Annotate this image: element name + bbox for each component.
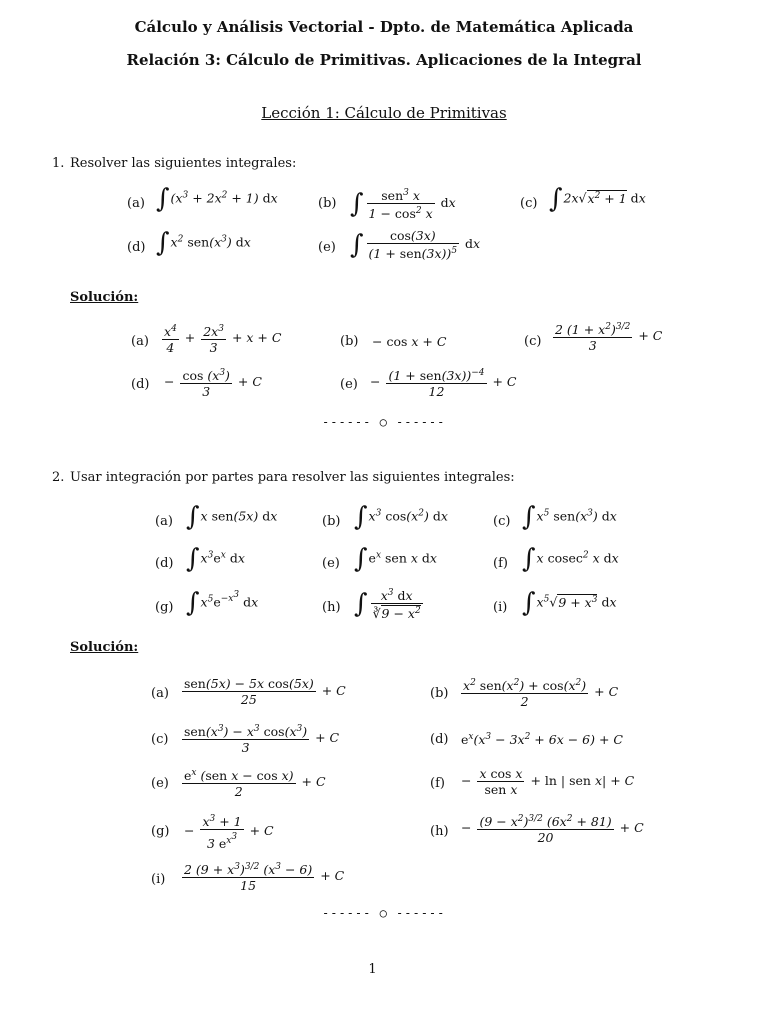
integral-2g: $\int x^5e^{-x^3}$ dx	[186, 588, 259, 618]
solution-2-label-b: (b)	[430, 686, 449, 701]
solution-2-label-c: (c)	[151, 732, 169, 747]
solution-1a: $\frac{x^4}{4}$ + $\frac{2x^3}{3}$ + x + C	[164, 324, 282, 356]
separator-2: ------ ○ ------	[322, 906, 446, 920]
problem-1-label-c: (c)	[520, 196, 538, 211]
document-subtitle: Relación 3: Cálculo de Primitivas. Aplicaciones de la Integral	[126, 51, 642, 69]
solution-2-label-f: (f)	[430, 776, 445, 791]
solution-2-label-i: (i)	[151, 872, 166, 887]
problem-1-label-e: (e)	[318, 240, 336, 255]
integral-1d: $\int x^2$ $sen(x^3)$ dx	[156, 228, 251, 258]
solution-2-label-a: (a)	[151, 686, 169, 701]
solution-1d: − $\frac{\cos (x^3)}{3}$ + C	[164, 368, 262, 400]
integral-2d: $\int x^3e^x$ dx	[186, 544, 245, 574]
problem-1-label-d: (d)	[127, 240, 146, 255]
solution-2e: $\frac{e^x (sen x - \cos x)}{2}$ + C	[184, 768, 326, 800]
problem-2-label-b: (b)	[322, 514, 341, 529]
problem-2-statement: Usar integración por partes para resolver las siguientes integrales:	[70, 470, 515, 485]
problem-1-label-b: (b)	[318, 196, 337, 211]
solution-1-label-b: (b)	[340, 334, 359, 349]
problem-2-number: 2.	[52, 470, 65, 485]
solution-2f: − $\frac{\text{x cos x}}{\text{sen x}}$ + ln | sen x| + C	[461, 766, 635, 797]
problem-2-solution-heading: Solución:	[70, 640, 139, 655]
integral-2e: $\int e^x$ sen x dx	[354, 544, 437, 574]
document-title: Cálculo y Análisis Vectorial - Dpto. de Matemática Aplicada	[134, 18, 634, 36]
solution-1e: − $\frac{(1 + sen(3x))^{-4}}{12}$ + C	[370, 368, 517, 400]
problem-2-label-e: (e)	[322, 556, 340, 571]
solution-1-label-a: (a)	[131, 334, 149, 349]
solution-2a: $\frac{\text{sen(5x) − 5x cos(5x)}}{25}$ + C	[184, 676, 346, 707]
solution-2-label-g: (g)	[151, 824, 170, 839]
solution-2i: $\frac{2 (9 + x^3)^{3/2} (x^3 - 6)}{15}$ + C	[184, 862, 345, 894]
integral-2h: ∫ $\frac{x^3 dx}{∛9 - x^2}$	[354, 588, 421, 622]
problem-2-label-a: (a)	[155, 514, 173, 529]
integral-1b: ∫ $\frac{sen^3 x}{1 - \cos^2 x}$ dx	[350, 188, 456, 222]
problem-1-statement: Resolver las siguientes integrales:	[70, 156, 297, 171]
separator-1: ------ ○ ------	[322, 415, 446, 429]
integral-1e: ∫ $\frac{\cos(3x)}{(1 + sen(3x))^5}$ dx	[350, 228, 481, 262]
problem-2-label-c: (c)	[493, 514, 511, 529]
solution-1-label-d: (d)	[131, 377, 150, 392]
problem-2-label-f: (f)	[493, 556, 508, 571]
integral-2a: ∫x sen(5x) dx	[186, 502, 278, 532]
solution-1-label-e: (e)	[340, 377, 358, 392]
solution-2b: $\frac{x^2 sen(x^2) + \cos(x^2)}{2}$ + C	[463, 678, 619, 710]
page-number: 1	[368, 962, 377, 977]
problem-1-label-a: (a)	[127, 196, 145, 211]
integral-2b: $\int x^3$ $\cos(x^2)$ dx	[354, 502, 448, 532]
problem-1-solution-heading: Solución:	[70, 290, 139, 305]
solution-1-label-c: (c)	[524, 334, 542, 349]
solution-2g: − $\frac{x^3 + 1}{3 e^{x^3}}$ + C	[184, 814, 274, 852]
integral-2i: $\int x^5√9 + x^3$ dx	[522, 588, 617, 618]
problem-1-number: 1.	[52, 156, 65, 171]
solution-2-label-h: (h)	[430, 824, 449, 839]
integral-1c: $\int 2x√x^2 + 1$ dx	[549, 184, 646, 214]
problem-2-label-h: (h)	[322, 600, 341, 615]
integral-1a: $\int(x^3 + 2x^2 + 1)$ dx	[156, 184, 278, 214]
integral-2c: $\int x^5$ $sen(x^3)$ dx	[522, 502, 617, 532]
problem-2-label-g: (g)	[155, 600, 174, 615]
problem-2-label-i: (i)	[493, 600, 508, 615]
solution-2-label-d: (d)	[430, 732, 449, 747]
problem-2-label-d: (d)	[155, 556, 174, 571]
solution-2d: $e^x(x^3 - 3x^2 + 6x - 6) + C$	[461, 732, 623, 748]
solution-1b: − cos x + C	[372, 334, 447, 349]
solution-2h: − $\frac{(9 - x^2)^{3/2} (6x^2 + 81)}{20}$ + C	[461, 814, 644, 846]
solution-2-label-e: (e)	[151, 776, 169, 791]
integral-2f: ∫x cosec$^2$ x dx	[522, 544, 619, 574]
solution-2c: $\frac{sen(x^3) - x^3 \cos(x^3)}{3}$ + C	[184, 724, 340, 756]
solution-1c: $\frac{2 (1 + x^2)^{3/2}}{3}$ + C	[555, 322, 663, 354]
lesson-heading: Lección 1: Cálculo de Primitivas	[261, 104, 507, 122]
